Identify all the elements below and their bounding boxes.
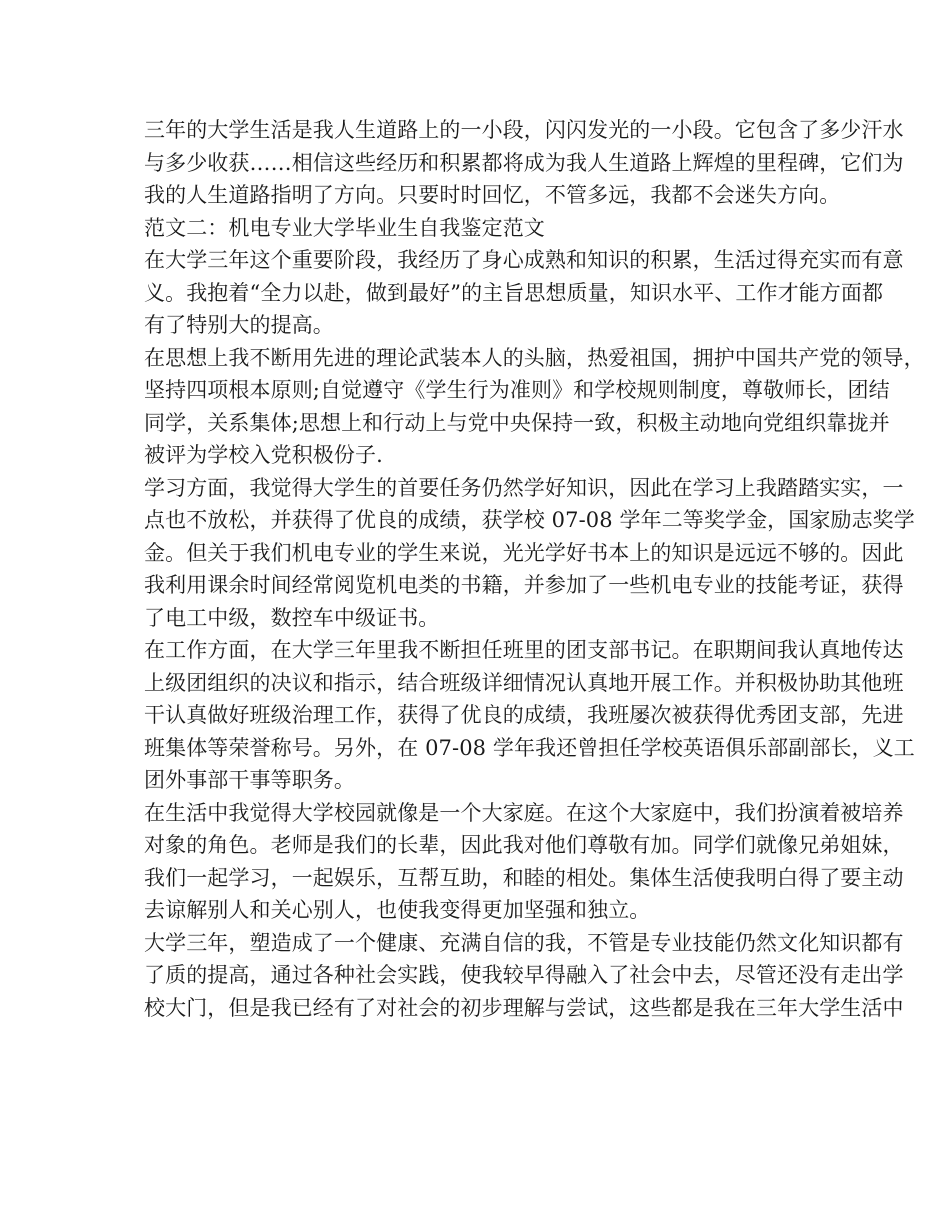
text-line: 在工作方面，在大学三年里我不断担任班里的团支部书记。在职期间我认真地传达 [144, 638, 904, 662]
text-line: 干认真做好班级治理工作，获得了优良的成绩，我班屡次被获得优秀团支部，先进 [144, 703, 904, 727]
text-line: 上级团组织的决议和指示，结合班级详细情况认真地开展工作。并积极协助其他班 [144, 670, 904, 695]
section-heading: 范文二：机电专业大学毕业生自我鉴定范文 [144, 215, 545, 240]
text-line: 了质的提高，通过各种社会实践，使我较早得融入了社会中去，尽管还没有走出学 [144, 963, 904, 987]
text-line: 在大学三年这个重要阶段，我经历了身心成熟和知识的积累，生活过得充实而有意 [144, 248, 904, 272]
text-line: 点也不放松，并获得了优良的成绩，获学校 07-08 学年二等奖学金，国家励志奖学 [144, 508, 915, 532]
text-line: 校大门，但是我已经有了对社会的初步理解与尝试，这些都是我在三年大学生活中 [144, 995, 904, 1020]
text-line: 我的人生道路指明了方向。只要时时回忆，不管多远，我都不会迷失方向。 [144, 183, 841, 207]
text-line: 在思想上我不断用先进的理论武装本人的头脑，热爱祖国，拥护中国共产党的领导， [144, 345, 925, 370]
text-line: 被评为学校入党积极份子. [144, 443, 383, 467]
text-line: 在生活中我觉得大学校园就像是一个大家庭。在这个大家庭中，我们扮演着被培养 [144, 800, 904, 825]
text-line: 与多少收获……相信这些经历和积累都将成为我人生道路上辉煌的里程碑，它们为 [144, 150, 904, 175]
text-line: 三年的大学生活是我人生道路上的一小段，闪闪发光的一小段。它包含了多少汗水 [144, 118, 904, 142]
text-line: 团外事部干事等职务。 [144, 768, 355, 792]
text-line: 同学，关系集体;思想上和行动上与党中央保持一致，积极主动地向党组织靠拢并 [144, 410, 890, 435]
text-line: 有了特别大的提高。 [144, 313, 334, 337]
text-line: 对象的角色。老师是我们的长辈，因此我对他们尊敬有加。同学们就像兄弟姐妹， [144, 833, 904, 857]
text-line: 了电工中级，数控车中级证书。 [144, 605, 440, 630]
text-line: 去谅解别人和关心别人，也使我变得更加坚强和独立。 [144, 898, 651, 922]
text-line: 大学三年，塑造成了一个健康、充满自信的我，不管是专业技能仍然文化知识都有 [144, 930, 904, 955]
document-page [144, 114, 925, 1024]
text-line: 义。我抱着“全力以赴，做到最好”的主旨思想质量，知识水平、工作才能方面都 [144, 280, 884, 305]
text-line: 班集体等荣誉称号。另外，在 07-08 学年我还曾担任学校英语俱乐部副部长，义工 [144, 735, 915, 760]
text-line: 我们一起学习，一起娱乐，互帮互助，和睦的相处。集体生活使我明白得了要主动 [144, 865, 904, 890]
text-line: 学习方面，我觉得大学生的首要任务仍然学好知识，因此在学习上我踏踏实实，一 [144, 475, 904, 500]
text-line: 我利用课余时间经常阅览机电类的书籍，并参加了一些机电专业的技能考证，获得 [144, 573, 904, 597]
text-line: 金。但关于我们机电专业的学生来说，光光学好书本上的知识是远远不够的。因此 [144, 540, 904, 565]
text-line: 坚持四项根本原则;自觉遵守《学生行为准则》和学校规则制度，尊敬师长，团结 [144, 378, 890, 402]
